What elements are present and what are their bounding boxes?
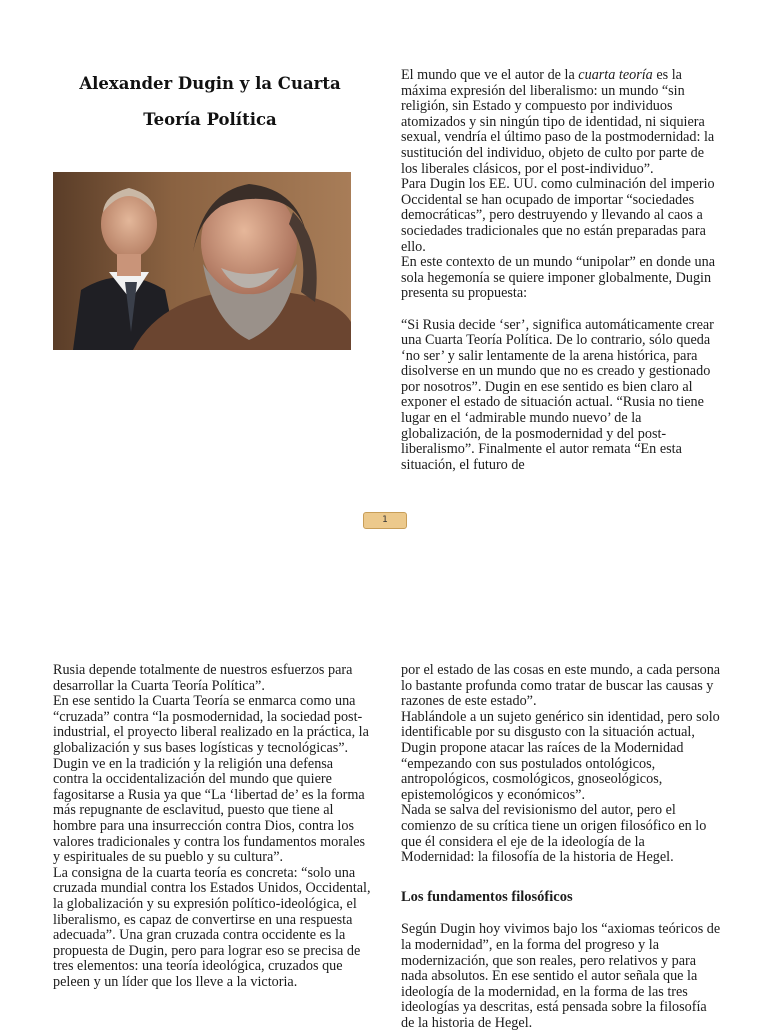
- paragraph: El mundo que ve el autor de la cuarta teoría es la máxima expresión del liberalismo: un mundo “sin religión, sin Estado y compuesto por individuos atomizados y sin ningún tipo de identidad, ni siquiera sexual, vendría el último paso de la postmodernidad: la sustitución del individuo, objeto de culto por parte de los liberales clásicos, por el post-individuo”.: [401, 67, 715, 177]
- paragraph: En este contexto de un mundo “unipolar” en donde una sola hegemonía se quiere imponer globalmente, Dugin presenta su propuesta:: [401, 254, 716, 302]
- page2-right-column: [401, 662, 721, 1031]
- section-heading: Los fundamentos filosóficos: [401, 888, 573, 905]
- paragraph: Hablándole a un sujeto genérico sin identidad, pero solo identificable por su disgusto con la situación actual, Dugin propone atacar las raíces de la Modernidad “empezando con sus postulados ontológicos, antropológicos, cosmológicos, gnoseológicos, epistemológicos y económicos”.: [401, 708, 720, 803]
- page2-left-column: [53, 663, 371, 1021]
- paragraph: por el estado de las cosas en este mundo, a cada persona lo bastante profunda como tratar de buscar las causas y razones de este estado”.: [401, 662, 721, 710]
- page1-right-column: [401, 68, 721, 488]
- paragraph: Nada se salva del revisionismo del autor, pero el comienzo de su crítica tiene un origen filosófico en lo que él considera el eje de la ideología de la Modernidad: la filosofía de la historia de Hegel.: [401, 802, 707, 866]
- paragraph: Rusia depende totalmente de nuestros esfuerzos para desarrollar la Cuarta Teoría Política”.: [53, 662, 353, 694]
- paragraph: En ese sentido la Cuarta Teoría se enmarca como una “cruzada” contra “la posmodernidad, la sociedad post-industrial, el proyecto liberal realizado en la práctica, la globalización y sus bases logísticas y tecnológicas”. Dugin ve en la tradición y la religión una defensa contra la occidentalización del mundo que quiere fagositarse a Rusia ya que “La ‘libertad de’ es la forma más repugnante de esclavitud, puesto que tiene al hombre para una insurrección contra Dios, contra los valores tradicionales y contra los fundamentos morales y espirituales de su pueblo y su cultura”.: [53, 693, 369, 866]
- paragraph: “Si Rusia decide ‘ser’, significa automáticamente crear una Cuarta Teoría Política. De lo contrario, sólo queda ‘no ser’ y salir lentamente de la arena histórica, para disolverse en un mundo que no es creado y gestionado por nosotros”. Dugin en ese sentido es bien claro al exponer el estado de situación actual. “Rusia no tiene lugar en el ‘admirable mundo nuevo’ de la globalización, de la posmodernidad y del post-liberalismo”. Finalmente el autor remata “En esta situación, el futuro de: [401, 316, 714, 473]
- paragraph: La consigna de la cuarta teoría es concreta: “solo una cruzada mundial contra los Estados Unidos, Occidental, la globalización y su expresión político-ideológica, el liberalismo, es capaz de convertirse en una respuesta adecuada”. Una gran cruzada contra occidente es la propuesta de Dugin, pero para lograr eso se precisa de tres elementos: una teoría ideológica, cruzados que peleen y un líder que los lleve a la victoria.: [53, 864, 371, 990]
- page-number-badge: 1: [363, 512, 407, 529]
- article-photo: [53, 172, 351, 350]
- paragraph: Según Dugin hoy vivimos bajo los “axiomas teóricos de la modernidad”, en la forma del progreso y la modernización, que son reales, pero relativos y para nada absolutos. En ese sentido el autor señala que la ideología de la modernidad, en la forma de las tres ideologías ya descritas, está pensada sobre la filosofía de la historia de Hegel.: [401, 921, 721, 1031]
- paragraph: Para Dugin los EE. UU. como culminación del imperio Occidental se han ocupado de importar “sociedades democráticas”, pero destruyendo y llevando al caos a sociedades tradicionales que no están preparadas para ello.: [401, 176, 715, 255]
- document-title: Alexander Dugin y la Cuarta Teoría Política: [79, 74, 341, 129]
